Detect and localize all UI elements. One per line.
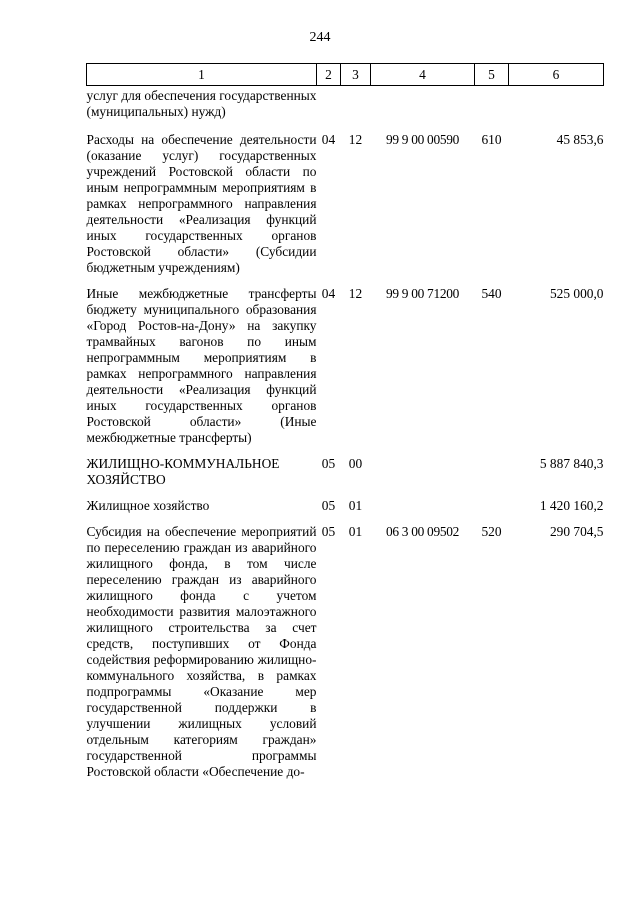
row-description: Жилищное хозяйство xyxy=(86,498,210,513)
row-csr xyxy=(371,498,475,524)
row-rz: 05 xyxy=(321,524,336,539)
row-rz: 05 xyxy=(321,498,336,513)
row-sum: 5 887 840,3 xyxy=(539,456,604,471)
table-header-row xyxy=(87,64,604,86)
header-col-6: 6 xyxy=(509,64,604,86)
header-col-1: 1 xyxy=(87,64,317,86)
row-sum: 1 420 160,2 xyxy=(539,498,604,513)
row-vr: 610 xyxy=(481,132,502,147)
row-pr: 12 xyxy=(348,286,363,301)
header-col-5: 5 xyxy=(475,64,509,86)
row-pr: 12 xyxy=(348,132,363,147)
table-row xyxy=(87,498,604,524)
budget-table xyxy=(86,63,604,780)
row-pr: 01 xyxy=(348,498,363,513)
row-csr: 99 9 00 71200 xyxy=(385,286,460,301)
page-number: 244 xyxy=(309,30,331,45)
row-pr xyxy=(341,86,371,133)
row-vr: 520 xyxy=(481,524,502,539)
row-pr: 01 xyxy=(348,524,363,539)
row-description: Расходы на обеспечение деятельности (оказание услуг) государственных учреждений Ростовской области по иным непрограммным мероприятиям в рамках непрограммного направления деятельности «Реализация функций иных государственных органов Ростовской области» (Субсидии бюджетным учреждениям) xyxy=(86,132,317,275)
row-csr xyxy=(371,86,475,133)
row-sum xyxy=(509,86,604,133)
row-description: услуг для обеспечения государственных (муниципальных) нужд) xyxy=(86,88,317,119)
header-col-3: 3 xyxy=(341,64,371,86)
row-sum: 45 853,6 xyxy=(556,132,604,147)
row-rz: 05 xyxy=(321,456,336,471)
row-csr: 06 3 00 09502 xyxy=(385,524,460,539)
table-row xyxy=(87,524,604,780)
table-row xyxy=(87,286,604,456)
header-col-2: 2 xyxy=(317,64,341,86)
row-vr xyxy=(475,86,509,133)
row-description: Субсидия на обеспечение мероприятий по переселению граждан из аварийного жилищного фонда, в том числе переселению граждан из аварийного жилищного фонда с учетом необходимости развития малоэтажного жилищного строительства за счет средств, поступивших от Фонда содействия реформированию жилищно-коммунального хозяйства, в рамках подпрограммы «Оказание мер государственной поддержки в улучшении жилищных условий отдельным категориям граждан» государственной программы Ростовской области «Обеспечение до- xyxy=(86,524,317,779)
row-sum: 290 704,5 xyxy=(549,524,604,539)
row-description: ЖИЛИЩНО-КОММУНАЛЬНОЕ ХОЗЯЙСТВО xyxy=(86,456,280,487)
row-rz: 04 xyxy=(321,132,336,147)
row-rz: 04 xyxy=(321,286,336,301)
row-csr: 99 9 00 00590 xyxy=(385,132,460,147)
header-col-4: 4 xyxy=(371,64,475,86)
table-row xyxy=(87,132,604,286)
row-description: Иные межбюджетные трансферты бюджету муниципального образования «Город Ростов-на-Дону» на закупку трамвайных вагонов по иным непрограммным мероприятиям в рамках непрограммного направления деятельности «Реализация функций иных государственных органов Ростовской области» (Иные межбюджетные трансферты) xyxy=(86,286,317,445)
table-row xyxy=(87,456,604,498)
row-vr xyxy=(475,456,509,498)
row-vr: 540 xyxy=(481,286,502,301)
row-vr xyxy=(475,498,509,524)
row-sum: 525 000,0 xyxy=(549,286,604,301)
row-rz xyxy=(317,86,341,133)
table-row xyxy=(87,86,604,133)
row-csr xyxy=(371,456,475,498)
row-pr: 00 xyxy=(348,456,363,471)
